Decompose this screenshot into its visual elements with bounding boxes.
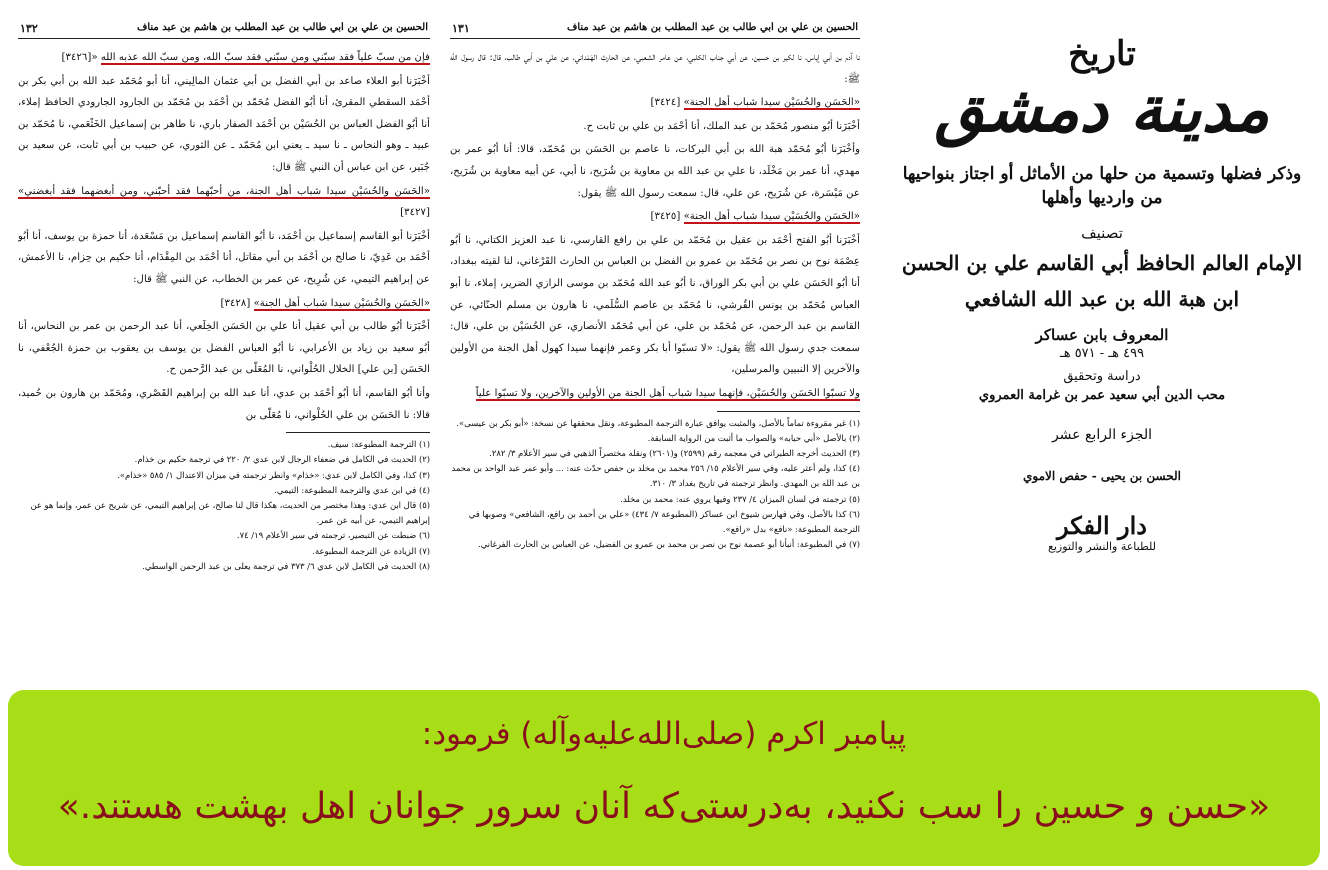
- book-page-131: [450, 22, 860, 672]
- paragraph: أخْبَرَنا أبو العلاء صاعد بن أبي الفضل بن أبي عثمان المالِيني، أنا أبو مُحَمّد عبد الله بن أبي بكر بن أحْمَد السقطي المقرئ، أنا أبُو الفضل مُحَمّد بن أحْمَد بن مُحَمّد بن الجارود الجارودي الحافظ إملاء، أنا أبُو الفضل العباس بن الحُسَيْن بن أحْمَد الصفار باري، نا طاهر بن إسماعيل الخَثْعَمي، نا مُحَمّد بن عبيد ـ وهو النحاس ـ نا سيد ـ يعني ابن مُحَمّد ـ عن الثوري، عن حبيب بن أبي ثابت، عن سعيد بن جُبَير، عن ابن عباس أن النبي ﷺ قال:: [18, 75, 430, 173]
- underlined-hadith: «الحَسَن والحُسَيْن سيدا شباب أهل الجنة»: [253, 297, 430, 309]
- footnote: (٧) الزيادة عن الترجمة المطبوعة.: [312, 545, 430, 556]
- footnote: (٨) الحديث في الكامل لابن عدي ٦/ ٣٧٣ في ترجمة يعلى بن عبد الرحمن الواسطي.: [142, 560, 430, 571]
- underlined-hadith: ولا تسبّوا الحَسَن والحُسَيْن، فإنهما سيدا شباب أهل الجنة من الأولين والآخرين، ولا تسبّوا علياً: [475, 387, 860, 399]
- footnote: (١) الترجمة المطبوعة: سيف.: [327, 439, 430, 450]
- footnote: (١) غير مقروءة تماماً بالأصل، والمثبت يوافق عبارة الترجمة المطبوعة، ونقل محققها عن نسخة: «أبو بكر بن عيسى».: [456, 417, 860, 428]
- author-years: ٤٩٩ هـ - ٥٧١ هـ: [1059, 346, 1145, 361]
- title-heading: تاريخ: [1068, 34, 1136, 74]
- editor-name: محب الدين أبي سعيد عمر بن غرامة العمروي: [978, 388, 1226, 403]
- footnote: (٧) في المطبوعة: أنبأنا أبو عصمة نوح بن نصر بن محمد بن عمرو بن الفضيل، عن العباس بن الحارث الفرغاني.: [478, 539, 860, 550]
- footnote: (٥) ترجمته في لسان الميزان ٤/ ٢٣٧ وفيها يروي عنه: محمد بن مخلد.: [620, 493, 860, 504]
- paragraph: أخْبَرَنا أبو القاسم إسماعيل بن أحْمَد، نا أبُو القاسم إسماعيل بن مَسْعَدة، أنا حمزة بن يوسف، أنا أبُو أحْمَد بن عَدِيّ، نا صالح بن أحْمَد بن أبي مقاتل، أنا أحْمَد بن المِقْدَام، أنا حكيم بن حِزام، نا الأعمش، عن إبراهيم التيمي، عن شُرِيح، عن عمر بن الخطاب، عن النبي ﷺ قال:: [18, 230, 430, 285]
- paragraph: [18, 293, 430, 315]
- page-body-text: [18, 47, 430, 426]
- running-head-title: الحسين بن علي بن أبي طالب بن عبد المطلب بن هاشم بن عبد مناف: [137, 22, 428, 33]
- book-title-page: [892, 16, 1312, 666]
- footnote: (٦) كذا بالأصل، وفي فهارس شيوخ ابن عساكر (المطبوعة ٧/ ٤٣٤) «علي بن أحمد بن رافع، الشافعي» وصوبها في الترجمة المطبوعة: «نافع» بدل «رافع».: [468, 508, 860, 534]
- paragraph: [18, 181, 430, 224]
- author-name-line1: الإمام العالم الحافظ أبي القاسم علي بن الحسن: [901, 251, 1303, 275]
- publisher-logo: دار الفكر: [1057, 511, 1147, 540]
- hadith-number: [٣٤٢٤]: [650, 97, 684, 109]
- banner-quote: «حسن و حسین را سب نکنید، به‌درستی‌که آنان سرور جوانان اهل بهشت هستند.»: [57, 786, 1271, 827]
- running-head-title: الحسين بن علي بن أبي طالب بن عبد المطلب بن هاشم بن عبد مناف: [567, 22, 858, 33]
- footnote-divider: [717, 411, 861, 412]
- paragraph: أخْبَرَنا أبُو طالب بن أبي عقيل أنا علي بن الحَسَن الخِلَعي، أنا عبد الرحمن بن عمر بن النحاس، أنا أبُو سعيد بن زياد بن الأعرابي، نا أبُو العباس الفضل بن يوسف بن يعقوب بن حمزة الجُعْفي، نا الحَسَن [بن علي] الخلال الحُلْواني، نا المُعَلّى بن عبد الرَّحمن ح.: [18, 321, 430, 376]
- publisher-subtitle: للطباعة والنشر والتوزيع: [1047, 540, 1156, 553]
- page-number: ١٣١: [452, 22, 470, 35]
- hadith-number: [٣٤٢٥]: [650, 211, 684, 223]
- paragraph: [450, 206, 860, 228]
- paragraph: أخْبَرَنا أبُو الفتح أحْمَد بن عقيل بن مُحَمّد بن علي بن رافع القارسي، نا عبد العزيز الكتاني، نا أبُو عِصْمَة نوح بن نصر بن مُحَمّد بن عمرو بن الفضل بن العباس بن الحارث القَرْغاني، لنا لقيته ببغداد، أنا أبُو الحَسَن علي بن أبي بكر الوراق، نا أبُو عبد الله مُحَمّد بن موسى الرازي الضرير، إملاء، نا أبو العباس مُحَمّد بن يونس القُرشي، نا مُحَمّد بن عاصم السُّلَمي، نا هارون بن مسلم الحنّائي، عن القاسم بن عبد الرحمن، عن مُحَمّد بن علي، عن أبي مُحَمّد الأنصاري، عن الحُسَيْن بن علي، قال: سمعت جدي رسول الله ﷺ يقول: «لا تسبّوا أبا بكر وعمر فإنهما سيدا كهول أهل الجنة من الأولين والآخرين إلا النبيين والمرسلين،: [450, 234, 860, 376]
- book-subtitle: وذكر فضلها وتسمية من حلها من الأماثل أو اجتاز بنواحيها من وارديها وأهلها: [902, 164, 1302, 208]
- paragraph: [450, 383, 860, 405]
- footnote: (٤) في ابن عدي والترجمة المطبوعة: التيمي.: [274, 484, 430, 495]
- book-page-132: [18, 22, 430, 672]
- underlined-hadith: فإن من سبّ علياً فقد سبّني ومن سبّني فقد سبّ الله، ومن سبّ الله عذبه الله: [100, 52, 430, 63]
- hadith-number: [٣٤٢٧]: [400, 207, 430, 219]
- hadith-number: «[٣٤٢٦]: [61, 52, 101, 63]
- running-head: [18, 22, 430, 39]
- footnote: (٤) كذا، ولم أعثر عليه، وفي سير الأعلام ١٥/ ٢٥٦ محمد بن مخلد بن حفص حدّث عنه: ... وأبو عمر عبد الواحد بن محمد بن عبد الله بن المهدي. وانظر ترجمته في تاريخ بغداد ٣/ ٣١٠.: [451, 463, 860, 489]
- book-main-title: مدينة دمشق: [934, 72, 1270, 147]
- underlined-hadith: «الحَسَن والحُسَيْن سيدا شباب أهل الجنة»: [683, 97, 860, 109]
- paragraph: وأنا أبُو القاسم، أنا أبُو أحْمَد بن عدي، أنا عبد الله بن إبراهيم القَصْري، ومُحَمّد بن هارون بن حُميد، قالا: نا الحَسَن بن علي الحُلْواني، نا مُعَلّى بن: [18, 387, 430, 421]
- footnote: (٦) ضبطت عن التبصير، ترجمته في سير الأعلام ١٩/ ٧٤.: [236, 530, 430, 541]
- page-body-text: [450, 47, 860, 405]
- author-label: تصنيف: [1081, 224, 1123, 242]
- underlined-hadith: «الحَسَن والحُسَيْن سيدا شباب أهل الجنة»: [683, 211, 860, 223]
- hadith-number: [٣٤٢٨]: [220, 297, 254, 309]
- paragraph: نا آدم بن أبي إياس، نا لكير بن حسين، عن أبي جناب الكلبي، عن عامر الشعبي، عن الحارث الهَمْداني، عن علي بن أبي طالب، قال: قال رسول الله ﷺ:: [450, 52, 860, 85]
- paragraph: [450, 92, 860, 114]
- footnote: (٢) بالأصل «أبي حبابه» والصواب ما أثبت من الرواية السابقة.: [647, 432, 860, 443]
- footnotes-list: [18, 437, 430, 574]
- volume-names-range: الحسن بن يحيى - حفص الاموي: [1022, 469, 1181, 483]
- study-label: دراسة وتحقيق: [1063, 369, 1141, 384]
- paragraph: [18, 47, 430, 69]
- paragraph: وأخْبَرَنا أبُو مُحَمّد هبة الله بن أبي البركات، نا عاصم بن الحَسَن بن مُحَمّد، قالا: أنا أبُو عمر بن مهدي، أنا عمر بن مَخْلَد، نا علي بن عبد الله بن معاوية بن شُرَيح، نا أبي، عن أبيه معاوية بن شُرَيح، عن مَيْسَرة، عن شُرَيح، عن علي، قال: سمعت رسول الله ﷺ يقول:: [450, 144, 860, 199]
- paragraph: أخْبَرَنا أبُو منصور مُحَمّد بن عبد الملك، أنا أحْمَد بن علي بن ثابت ح.: [583, 120, 860, 132]
- footnote: (٢) الحديث في الكامل في ضعفاء الرجال لابن عدي ٢/ ٢٢٠ في ترجمة حكيم بن خذام.: [134, 454, 430, 465]
- page-number: ١٣٢: [20, 22, 38, 35]
- author-known-as: المعروف بابن عساكر: [1035, 326, 1169, 344]
- underlined-hadith: «الحَسَن والحُسَيْن سيدا شباب أهل الجنة، من أحبّهما فقد أحبّني، ومن أبغضهما فقد أبغضني»: [18, 185, 430, 197]
- running-head: [450, 22, 860, 39]
- footnote: (٣) كذا، وفي الكامل لابن عدي: «خذام» وانظر ترجمته في ميزان الاعتدال ١/ ٥٨٥ «خذام».: [117, 469, 430, 480]
- volume-label: الجزء الرابع عشر: [1051, 427, 1153, 443]
- quote-banner: [8, 690, 1320, 866]
- footnote: (٥) قال ابن عدي: وهذا مختصر من الحديث، هكذا قال لنا صالح، عن إبراهيم التيمي، عن شريح عن عمر، وإنما هو عن إبراهيم التيمي، عن أبيه عن عمر.: [30, 499, 430, 526]
- footnotes-list: [450, 416, 860, 553]
- footnote-divider: [286, 432, 430, 433]
- footnote: (٣) الحديث أخرجه الطبراني في معجمه رقم (٢٥٩٩) و(٢٦٠١) ونقله مختصراً الذهبي في سير الأعلام ٣/ ٢٨٢.: [489, 447, 860, 458]
- banner-intro: پیامبر اکرم (صلی‌الله‌علیه‌وآله) فرمود:: [421, 716, 907, 752]
- author-name-line2: ابن هبة الله بن عبد الله الشافعي: [964, 287, 1240, 311]
